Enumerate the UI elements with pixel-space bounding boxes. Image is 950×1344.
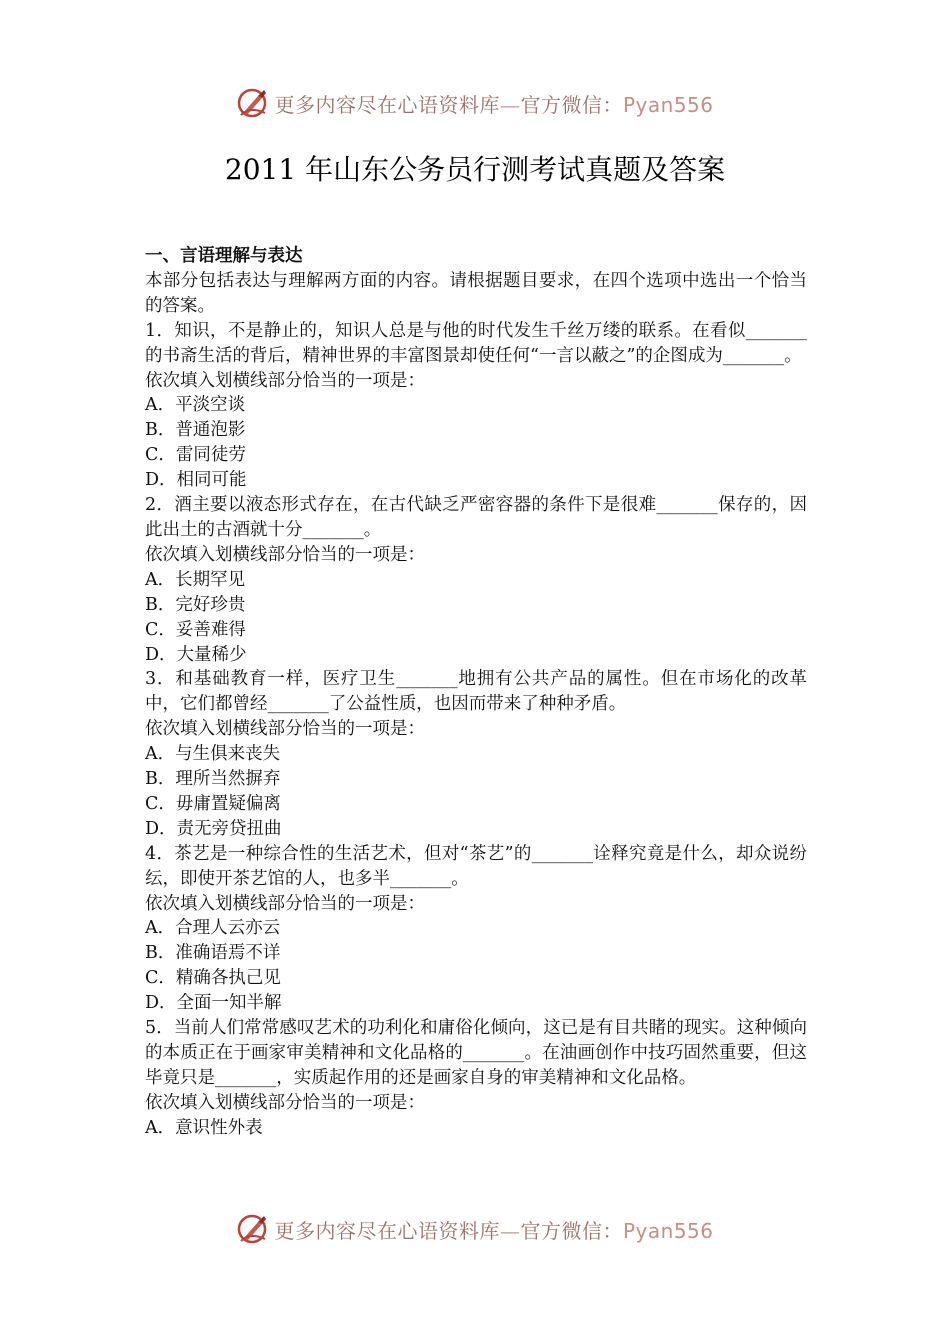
- banner-wechat-id: Pyan556: [622, 1218, 714, 1243]
- option-d: D．全面一知半解: [145, 993, 282, 1014]
- question-prompt: 依次填入划横线部分恰当的一项是：: [145, 544, 425, 565]
- question-4: [145, 842, 807, 1016]
- option-b: B．完好珍贵: [145, 594, 246, 615]
- question-prompt: 依次填入划横线部分恰当的一项是：: [145, 1092, 425, 1113]
- footer-banner: [0, 1209, 950, 1249]
- page-title: 2011 年山东公务员行测考试真题及答案: [224, 153, 726, 186]
- question-2: [145, 493, 807, 667]
- question-prompt: 依次填入划横线部分恰当的一项是：: [145, 893, 425, 914]
- option-a: A．长期罕见: [145, 569, 246, 590]
- option-a: A．与生俱来丧失: [145, 744, 281, 765]
- banner-official-label: 官方微信：: [520, 1218, 623, 1243]
- option-d: D．责无旁贷扭曲: [145, 818, 282, 839]
- option-a: A．合理人云亦云: [145, 918, 281, 939]
- banner-main-text: 更多内容尽在心语资料库: [274, 1218, 500, 1243]
- document-body: [145, 244, 807, 1141]
- option-a: A．意识性外表: [145, 1117, 263, 1138]
- option-d: D．相同可能: [145, 470, 247, 491]
- option-c: C．精确各执己见: [145, 968, 281, 989]
- question-stem: 1．知识，不是静止的，知识人总是与他的时代发生千丝万缕的联系。在看似_______的书斋生活的背后，精神世界的丰富图景却使任何“一言以蔽之”的企图成为_______。: [145, 320, 807, 366]
- banner-main-text: 更多内容尽在心语资料库: [274, 92, 500, 117]
- option-d: D．大量稀少: [145, 644, 247, 665]
- option-a: A．平淡空谈: [145, 395, 246, 416]
- question-stem: 3．和基础教育一样，医疗卫生_______地拥有公共产品的属性。但在市场化的改革中，它们都曾经_______了公益性质，也因而带来了种种矛盾。: [145, 669, 807, 715]
- banner-text: [274, 89, 713, 118]
- question-3: [145, 667, 807, 841]
- section-intro: 本部分包括表达与理解两方面的内容。请根据题目要求，在四个选项中选出一个恰当的答案。: [145, 270, 807, 316]
- question-prompt: 依次填入划横线部分恰当的一项是：: [145, 719, 425, 740]
- question-stem: 5．当前人们常常感叹艺术的功利化和庸俗化倾向，这已是有目共睹的现实。这种倾向的本质正在于画家审美精神和文化品格的_______。在油画创作中技巧固然重要，但这毕竟只是_______，实质起作用的还是画家自身的审美精神和文化品格。: [145, 1018, 807, 1088]
- header-banner: [0, 83, 950, 123]
- pen-logo-icon: [236, 86, 270, 120]
- option-b: B．理所当然摒弃: [145, 769, 281, 790]
- banner-wechat-id: Pyan556: [622, 92, 714, 117]
- banner-official-label: 官方微信：: [520, 92, 623, 117]
- question-5: [145, 1016, 807, 1141]
- question-stem: 2．酒主要以液态形式存在，在古代缺乏严密容器的条件下是很难_______保存的，因此出土的古酒就十分_______。: [145, 495, 807, 540]
- section-heading: 一、言语理解与表达: [145, 246, 303, 266]
- option-b: B．普通泡影: [145, 420, 246, 441]
- question-prompt: 依次填入划横线部分恰当的一项是：: [145, 370, 425, 391]
- banner-dash: —: [499, 1218, 521, 1243]
- option-c: C．毋庸置疑偏离: [145, 793, 281, 814]
- question-1: [145, 319, 807, 493]
- question-stem: 4．茶艺是一种综合性的生活艺术，但对“茶艺”的_______诠释究竟是什么，却众说纷纭，即使开茶艺馆的人，也多半_______。: [145, 843, 807, 889]
- pen-logo-icon: [236, 1212, 270, 1246]
- option-b: B．准确语焉不详: [145, 943, 281, 964]
- option-c: C．雷同徒劳: [145, 445, 246, 466]
- banner-dash: —: [499, 92, 521, 117]
- banner-text: [274, 1215, 713, 1244]
- option-c: C．妥善难得: [145, 619, 246, 640]
